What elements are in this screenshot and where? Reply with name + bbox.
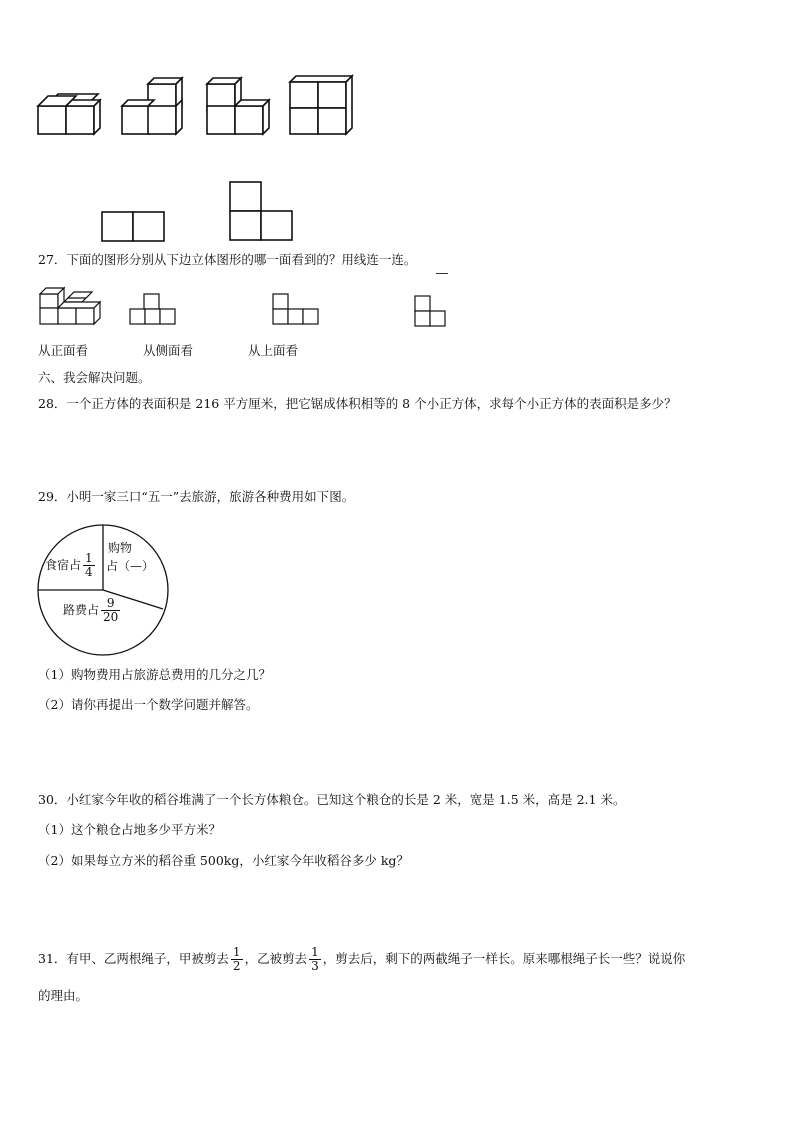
food-fraction: $\frac{1}{4}$ <box>85 551 93 579</box>
fraction-third: $\frac{1}{3}$ <box>311 945 319 973</box>
q27-view-c <box>413 294 449 328</box>
q27-view-a <box>128 292 178 326</box>
label-front-view: 从正面看 <box>38 343 89 358</box>
question-29-sub-2: （2）请你再提出一个数学问题并解答。 <box>38 697 259 712</box>
pie-label-travel: 路费占 $\frac{9}{20}$ <box>63 596 119 624</box>
question-29: 29．小明一家三口“五一”去旅游，旅游各种费用如下图。 <box>38 489 355 504</box>
label-top-view: 从上面看 <box>248 343 299 358</box>
pie-label-shopping-2: 占（—） <box>106 559 155 573</box>
question-31: 31．有甲、乙两根绳子，甲被剪去 $\frac{1}{2}$ ，乙被剪去 $\frac{1}{3}$ ，剪去后，剩下的两截绳子一样长。原来哪根绳子长一些？说说你 <box>38 945 686 973</box>
q27-view-b <box>271 292 321 326</box>
pie-label-food: 食宿占 $\frac{1}{4}$ <box>45 551 93 579</box>
question-30: 30．小红家今年收的稻谷堆满了一个长方体粮仓。已知这个粮仓的长是 2 米，宽是 1.5 米，高是 2.1 米。 <box>38 792 626 807</box>
fraction-half: $\frac{1}{2}$ <box>232 945 241 973</box>
travel-fraction: $\frac{9}{20}$ <box>103 596 119 624</box>
question-28: 28．一个正方体的表面积是 216 平方厘米，把它锯成体积相等的 8 个小正方体，求每个小正方体的表面积是多少？ <box>38 396 677 411</box>
section-title: 六、我会解决问题。 <box>38 370 151 385</box>
cube-figure-1 <box>36 92 100 138</box>
pie-chart <box>36 523 170 657</box>
cube-figure-4 <box>288 74 354 138</box>
cube-figure-3 <box>205 76 271 138</box>
question-29-sub-1: （1）购物费用占旅游总费用的几分之几？ <box>38 667 271 682</box>
question-30-sub-1: （1）这个粮仓占地多少平方米？ <box>38 822 221 837</box>
pie-label-shopping-1: 购物 <box>108 541 133 555</box>
question-30-sub-2: （2）如果每立方米的稻谷重 500kg，小红家今年收稻谷多少 kg？ <box>38 853 409 868</box>
q27-solid-figure <box>38 286 102 328</box>
flat-view-two-squares <box>100 210 166 242</box>
flat-view-L-shape <box>228 180 294 242</box>
question-31-line-2: 的理由。 <box>38 988 89 1003</box>
cube-figure-2 <box>120 76 186 138</box>
label-side-view: 从侧面看 <box>143 343 194 358</box>
question-27: 27．下面的图形分别从下边立体图形的哪一面看到的？用线连一连。 <box>38 252 417 267</box>
divider-mark <box>436 273 448 274</box>
